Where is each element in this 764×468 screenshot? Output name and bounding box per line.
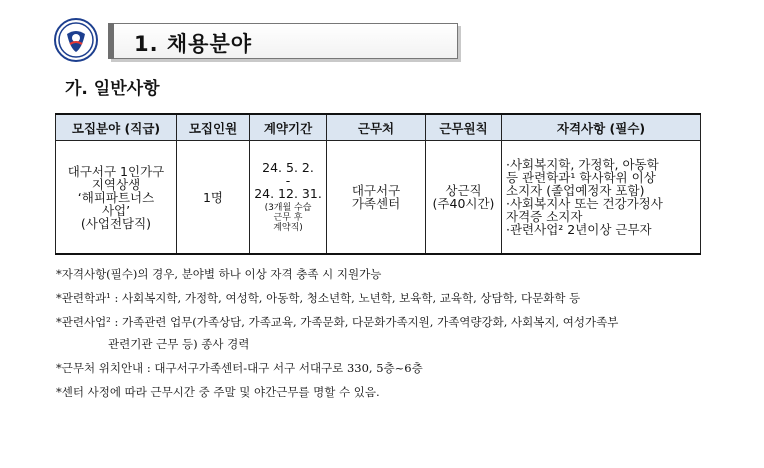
header-field: 모집분야 (직급) (56, 114, 177, 141)
period-line: 24. 12. 31. (254, 186, 322, 201)
emblem-logo-icon (54, 18, 98, 62)
header-principle: 근무원칙 (426, 114, 502, 141)
period-note-line: 근무 후 (273, 213, 303, 223)
table-header-row (56, 114, 701, 141)
note-qualification: *자격사항(필수)의 경우, 분야별 하나 이상 자격 충족 시 지원가능 (56, 267, 382, 281)
period-line: 24. 5. 2. (262, 160, 314, 175)
header-qualifications: 자격사항 (필수) (502, 114, 701, 141)
field-line: 지역상생 (91, 176, 141, 192)
header-count: 모집인원 (177, 114, 250, 141)
field-line: (사업전담직) (80, 215, 152, 231)
title-accent-bar (108, 23, 114, 59)
period-note-line: (3개월 수습 (264, 203, 312, 213)
qualification-line: 소지자 (졸업예정자 포함) (506, 183, 645, 198)
period-note-line: 계약직) (273, 223, 303, 233)
workplace-line: 가족센터 (351, 196, 401, 211)
qualification-line: 자격증 소지자 (506, 209, 583, 224)
cell-count: 1명 (177, 141, 250, 255)
table-row (56, 141, 701, 255)
header-period: 계약기간 (250, 114, 327, 141)
section-header (50, 14, 460, 64)
header-workplace: 근무처 (327, 114, 426, 141)
subheading: 가. 일반사항 (65, 79, 160, 99)
principle-line: 상근직 (445, 183, 482, 198)
recruitment-table (55, 113, 701, 255)
note-related-work: *관련사업² : 가족관련 업무(가족상담, 가족교육, 가족문화, 다문화가족지원, 가족역량강화, 사회복지, 여성가족부 (56, 315, 619, 329)
page-title: 1. 채용분야 (134, 32, 253, 56)
field-line: 사업’ (101, 202, 131, 218)
qualification-line: ·사회복지학, 가정학, 아동학 (506, 157, 659, 172)
cell-period (250, 141, 327, 255)
field-line: ‘해피파트너스 (77, 189, 155, 205)
cell-field (56, 141, 177, 255)
cell-workplace (327, 141, 426, 255)
qualification-line: ·관련사업² 2년이상 근무자 (506, 222, 652, 237)
workplace-line: 대구서구 (351, 183, 401, 198)
period-note (250, 203, 326, 233)
cell-principle (426, 141, 502, 255)
note-location: *근무처 위치안내 : 대구서구가족센터-대구 서구 서대구로 330, 5층~6층 (56, 361, 423, 375)
note-hours: *센터 사정에 따라 근무시간 중 주말 및 야간근무를 명할 수 있음. (56, 385, 380, 399)
qualification-line: 등 관련학과¹ 학사학위 이상 (506, 170, 656, 185)
cell-qualifications (502, 141, 701, 255)
note-related-majors: *관련학과¹ : 사회복지학, 가정학, 여성학, 아동학, 청소년학, 노년학, 보육학, 교육학, 상담학, 다문화학 등 (56, 291, 581, 305)
principle-line: (주40시간) (432, 196, 495, 211)
field-line: 대구서구 1인가구 (67, 163, 165, 179)
period-line: - (285, 173, 291, 188)
qualification-line: ·사회복지사 또는 건강가정사 (506, 196, 663, 211)
note-related-work-cont: 관련기관 근무 등) 종사 경력 (108, 337, 250, 351)
